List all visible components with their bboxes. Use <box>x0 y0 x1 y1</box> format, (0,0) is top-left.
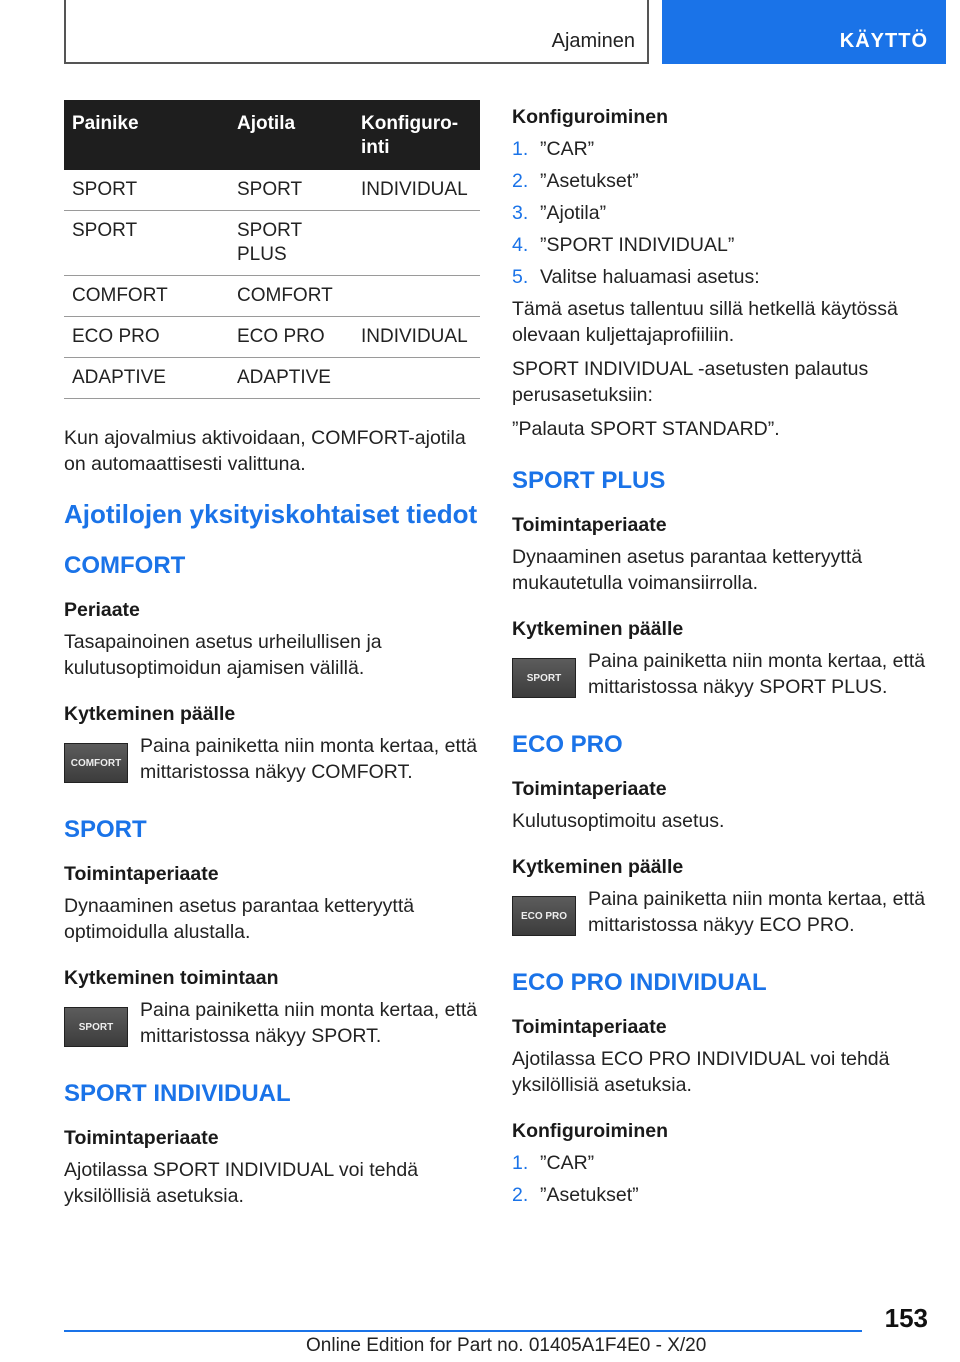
table-row <box>64 170 480 211</box>
comfort-heading: COMFORT <box>64 552 186 579</box>
sport-principle-heading: Toimintaperiaate <box>64 863 219 885</box>
eco-pro-individual-principle-heading: Toimintaperiaate <box>512 1016 667 1038</box>
comfort-principle-text: Tasapainoinen asetus urheilullisen ja kulutusoptimoidun ajamisen välillä. <box>64 631 382 679</box>
table-row <box>64 211 480 276</box>
left-column <box>64 100 478 1209</box>
table-cell <box>353 211 480 276</box>
table-cell: INDIVIDUAL <box>353 317 480 358</box>
table-row <box>64 358 480 399</box>
config-steps <box>512 136 926 290</box>
drive-mode-table <box>64 100 480 399</box>
sport-plus-switch-heading: Kytkeminen päälle <box>512 618 684 640</box>
eco-pro-principle-text: Kulutusoptimoitu asetus. <box>512 810 725 832</box>
table-cell <box>353 276 480 317</box>
list-item: 2. ”Asetukset” <box>512 170 639 192</box>
list-item: 4. ”SPORT INDIVIDUAL” <box>512 234 735 256</box>
eco-pro-button-icon: ECO PRO <box>512 896 576 936</box>
table-header-config: Konfiguro- inti <box>353 100 480 170</box>
sport-button-icon: SPORT <box>64 1007 128 1047</box>
table-row <box>64 317 480 358</box>
list-item: 5. Valitse haluamasi asetus: <box>512 266 760 288</box>
comfort-button-icon: COMFORT <box>64 743 128 783</box>
table-cell: INDIVIDUAL <box>353 170 480 211</box>
comfort-principle-heading: Periaate <box>64 599 140 621</box>
sport-individual-principle-text: Ajotilassa SPORT INDIVIDUAL voi tehdä yksilöllisiä asetuksia. <box>64 1159 419 1207</box>
list-item: 1. ”CAR” <box>512 1152 595 1174</box>
eco-pro-individual-config-steps <box>512 1150 926 1208</box>
table-header-row <box>64 100 480 170</box>
sport-switch-text: Paina painiketta niin monta kertaa, että mittaristossa näkyy SPORT. <box>140 999 478 1047</box>
sport-switch-heading: Kytkeminen toimintaan <box>64 967 279 989</box>
sport-plus-heading: SPORT PLUS <box>512 467 666 494</box>
config-heading: Konfiguroiminen <box>512 106 668 128</box>
sport-plus-principle-heading: Toimintaperiaate <box>512 514 667 536</box>
eco-pro-individual-heading: ECO PRO INDIVIDUAL <box>512 969 767 996</box>
header-chapter-title: KÄYTTÖ <box>839 30 928 52</box>
table-cell: ECO PRO <box>64 317 229 358</box>
list-item: 3. ”Ajotila” <box>512 202 607 224</box>
comfort-switch-heading: Kytkeminen päälle <box>64 703 236 725</box>
footer-edition: Online Edition for Part no. 01405A1F4E0 - X/20 <box>306 1335 707 1356</box>
note-profile: Tämä asetus tallentuu sillä hetkellä käytössä olevaan kuljettajaprofiiliin. <box>512 298 898 346</box>
header-section-title: Ajaminen <box>551 30 635 52</box>
sport-heading: SPORT <box>64 816 147 843</box>
sport-principle-text: Dynaaminen asetus parantaa ketteryyttä optimoidulla alustalla. <box>64 895 415 943</box>
table-cell: SPORT PLUS <box>229 211 353 276</box>
table-header-mode: Ajotila <box>229 100 353 170</box>
eco-pro-heading: ECO PRO <box>512 731 623 758</box>
eco-pro-switch-text: Paina painiketta niin monta kertaa, että mittaristossa näkyy ECO PRO. <box>588 888 926 936</box>
footer-divider <box>64 1330 862 1332</box>
intro-text: Kun ajovalmius aktivoidaan, COMFORT-ajotila on automaattisesti valittuna. <box>64 427 466 475</box>
sport-button-icon: SPORT <box>512 658 576 698</box>
table-cell: COMFORT <box>64 276 229 317</box>
header-section-box <box>64 0 649 64</box>
list-item: 2. ”Asetukset” <box>512 1184 639 1206</box>
sport-plus-switch-row <box>512 648 926 700</box>
table-cell: ADAPTIVE <box>229 358 353 399</box>
table-cell: ADAPTIVE <box>64 358 229 399</box>
note-reset: SPORT INDIVIDUAL -asetusten palautus perusasetuksiin: <box>512 358 869 406</box>
page-number: 153 <box>884 1303 928 1333</box>
table-row <box>64 276 480 317</box>
eco-pro-switch-heading: Kytkeminen päälle <box>512 856 684 878</box>
comfort-switch-row <box>64 733 478 785</box>
eco-pro-individual-config-heading: Konfiguroiminen <box>512 1120 668 1142</box>
list-item: 1. ”CAR” <box>512 138 595 160</box>
table-cell: COMFORT <box>229 276 353 317</box>
right-column <box>512 100 926 1214</box>
table-header-button: Painike <box>64 100 229 170</box>
sport-individual-principle-heading: Toimintaperiaate <box>64 1127 219 1149</box>
eco-pro-individual-principle-text: Ajotilassa ECO PRO INDIVIDUAL voi tehdä yksilöllisiä asetuksia. <box>512 1048 890 1096</box>
main-heading: Ajotilojen yksityiskohtaiset tiedot <box>64 499 478 529</box>
table-cell: SPORT <box>229 170 353 211</box>
sport-plus-principle-text: Dynaaminen asetus parantaa ketteryyttä mukautetulla voimansiirrolla. <box>512 546 863 594</box>
eco-pro-switch-row <box>512 886 926 938</box>
header-chapter-tab <box>662 0 946 64</box>
table-cell: ECO PRO <box>229 317 353 358</box>
sport-individual-heading: SPORT INDIVIDUAL <box>64 1080 291 1107</box>
sport-switch-row <box>64 997 478 1049</box>
table-cell <box>353 358 480 399</box>
note-reset-command: ”Palauta SPORT STANDARD”. <box>512 418 780 440</box>
sport-plus-switch-text: Paina painiketta niin monta kertaa, että mittaristossa näkyy SPORT PLUS. <box>588 650 926 698</box>
table-cell: SPORT <box>64 170 229 211</box>
eco-pro-principle-heading: Toimintaperiaate <box>512 778 667 800</box>
table-cell: SPORT <box>64 211 229 276</box>
comfort-switch-text: Paina painiketta niin monta kertaa, että mittaristossa näkyy COMFORT. <box>140 735 478 783</box>
